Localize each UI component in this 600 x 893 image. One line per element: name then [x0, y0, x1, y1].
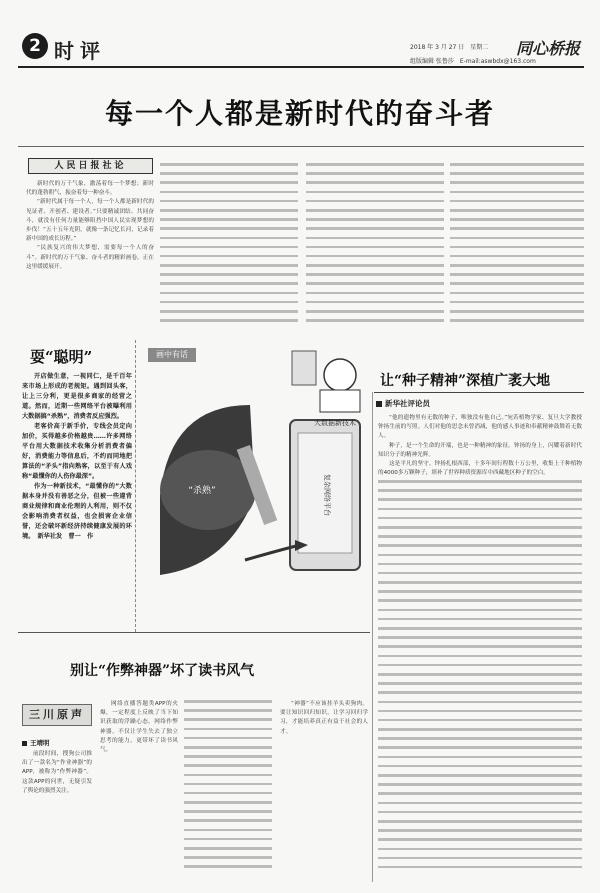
newspaper-logo: 同心桥报	[516, 39, 581, 58]
main-article-col-1	[26, 180, 154, 330]
screen-label: 复杂网络平台	[323, 474, 331, 516]
issue-date: 2018 年 3 月 27 日 星期二	[410, 44, 489, 51]
main-article-col-3	[306, 163, 444, 335]
paragraph: 开店做生意，一视同仁，是千百年来市场上形成的老规矩。遇到回头客，让上三分利，更是很多商家的经营之道。然而，近期一些网络平台被曝利用大数据搞“杀熟”，消费者反应强烈。	[22, 373, 132, 420]
paragraph: “他的遗物里有无数的种子，唯独没有他自己。”宛若植物学家、复旦大学教授钟扬生前的写照。人们对他的思念未曾消减，他的感人事迹和奉献精神鼓舞着无数人。	[378, 415, 582, 440]
lower-section-rule	[18, 632, 370, 633]
paragraph: 老客价高于新手价，专线会员定向加价，买得越多价格越贵……许多网络平台用大数据技术收集分析消费者偏好，消费能力等信息后，不约而同地把算法的“矛头”指向熟客，以至于有人戏称“最懂你的人伤你最深”。	[22, 423, 132, 480]
right-article-body	[378, 480, 582, 880]
paragraph: 新时代的万千气象，激荡着每一个梦想；新时代的蓬勃朝气，振奋着每一种奋斗。	[26, 181, 154, 197]
main-headline: 每一个人都是新时代的奋斗者	[104, 97, 495, 130]
editor-line: 组版编辑 张鲁莎 E-mail:aswbdx@163.com	[410, 58, 536, 65]
lower-article-col-1	[22, 750, 92, 880]
lower-article-col-4	[280, 700, 368, 880]
paragraph: “新时代属于每一个人，每一个人都是新时代的见证者、开创者、建设者。”只要精诚团结、共同奋斗，就没有任何力量能够阻挡中国人民实现梦想的步伐！“五十五年光阴，就像一条记忆长河，记录着新中国的成长历程。”	[26, 199, 154, 243]
illustration-tag: 画中有话	[148, 348, 196, 362]
cartoon-illustration	[140, 345, 370, 620]
paragraph: 作为一种新技术，“最懂你的”大数据本身并没有善恶之分，但被一些違背商业规律和商业伦理的人利用，则不仅会影响消费者权益，也会损害企业信誉，还会破坏新经济持续健康发展的环境。 新华社发 曹一 作	[22, 483, 132, 540]
knife-label: “杀熟”	[188, 486, 216, 496]
worried-face	[324, 359, 356, 391]
page-number-badge: 2	[22, 33, 48, 59]
header-rule	[18, 66, 584, 68]
figure-phone	[292, 351, 316, 385]
paragraph: 网络直播答题类APP的火爆，一定程度上反映了当下知识获取的浮躁心态。网络作弊神器，不仅让学生失去了独立思考的能力，更带坏了读书风气。	[100, 701, 178, 754]
commentary-body	[22, 372, 132, 627]
right-article-rule	[374, 392, 584, 393]
paragraph: 前段时间，搜狗公司推出了一款名为“作业神器”的APP，被称为“作弊神器”。这款APP的问世，无疑引发了舆论的强烈关注。	[22, 751, 92, 794]
main-article-col-2	[160, 163, 298, 335]
lower-article-title: 别让“作弊神器”坏了读书风气	[70, 663, 255, 679]
lower-article-author: 王靖明	[22, 738, 50, 747]
lower-article-col-2	[100, 700, 178, 880]
right-article-title: 让“种子精神”深植广袤大地	[380, 373, 551, 389]
main-article-source: 人民日报社论	[28, 158, 153, 174]
column-logo: 三川原声	[22, 704, 92, 726]
main-article-col-4	[450, 163, 584, 335]
column-divider	[372, 392, 373, 882]
right-article-intro	[378, 414, 582, 476]
lower-article-col-3	[184, 700, 272, 880]
commentary-title: 耍“聪明”	[30, 348, 93, 366]
bigdata-label: 大数据新技术	[314, 419, 356, 427]
paragraph: 种子，是一个生命的开端，也是一种精神的象征。钟扬的身上，闪耀着新时代知识分子的精神光辉。	[378, 442, 582, 458]
paragraph: “民族复兴的伟大梦想，需要每一个人的奋斗”。新时代的万千气象、奋斗者的精彩画卷，正在这里缓缓展开。	[26, 245, 154, 270]
paragraph: 这是平凡的坚守。钟扬扎根西部，十多年间行程数十万公里，收集上千种植物的4000多万颗种子，填补了世界种质资源库中西藏地区种子的空白。	[378, 461, 582, 476]
right-article-source: 新华社评论员	[376, 398, 430, 409]
headline-rule	[18, 146, 584, 147]
page-header	[0, 0, 600, 68]
section-title: 时评	[54, 39, 106, 63]
paragraph: “神器”不应该挂羊头卖狗肉。要让知识回归知识，让学习回归学习，才能培养真正有益于社会的人才。	[280, 701, 368, 735]
figure-body	[320, 390, 360, 412]
